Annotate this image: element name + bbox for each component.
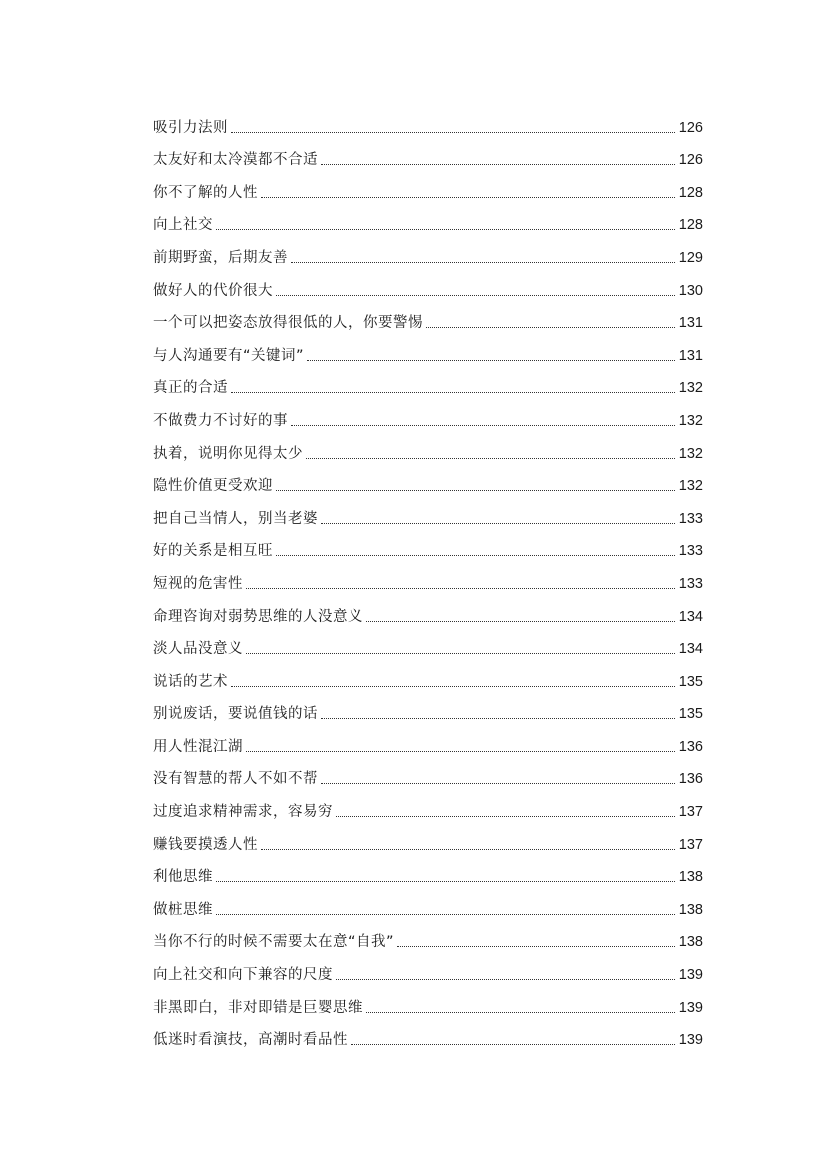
toc-entry-page-number: 137 [678,836,703,853]
toc-entry[interactable] [153,528,703,561]
toc-dot-leader [231,132,675,133]
toc-dot-leader [366,1012,675,1013]
toc-entry-title: 一个可以把姿态放得很低的人，你要警惕 [153,315,423,332]
toc-entry-title: 别说废话，要说值钱的话 [153,706,318,723]
toc-dot-leader [336,816,675,817]
toc-dot-leader [321,164,675,165]
toc-dot-leader [291,425,675,426]
toc-entry-title: 前期野蛮，后期友善 [153,249,288,266]
toc-entry-page-number: 132 [678,412,703,429]
toc-entry[interactable] [153,495,703,528]
toc-dot-leader [246,588,675,589]
toc-entry-page-number: 133 [678,543,703,560]
toc-entry-title: 利他思维 [153,869,213,886]
toc-entry[interactable] [153,104,703,137]
toc-dot-leader [246,751,675,752]
toc-entry-page-number: 128 [678,217,703,234]
toc-dot-leader [307,360,675,361]
toc-entry-page-number: 132 [678,445,703,462]
toc-entry[interactable] [153,202,703,235]
toc-entry-page-number: 133 [678,575,703,592]
toc-entry-title: 向上社交和向下兼容的尺度 [153,967,333,984]
toc-entry-title: 说话的艺术 [153,673,228,690]
toc-dot-leader [216,914,675,915]
toc-entry-page-number: 137 [678,804,703,821]
toc-entry-title: 你不了解的人性 [153,184,258,201]
toc-entry-title: 隐性价值更受欢迎 [153,478,273,495]
toc-entry-page-number: 132 [678,478,703,495]
toc-entry-title: 没有智慧的帮人不如不帮 [153,771,318,788]
toc-entry-title: 做桩思维 [153,901,213,918]
toc-entry[interactable] [153,756,703,789]
toc-entry-page-number: 130 [678,282,703,299]
toc-entry-page-number: 133 [678,510,703,527]
toc-entry[interactable] [153,951,703,984]
toc-entry-title: 不做费力不讨好的事 [153,412,288,429]
toc-entry[interactable] [153,365,703,398]
toc-dot-leader [321,523,675,524]
toc-dot-leader [366,621,675,622]
toc-entry-page-number: 138 [678,869,703,886]
toc-entry[interactable] [153,560,703,593]
toc-entry-title: 太友好和太冷漠都不合适 [153,152,318,169]
toc-entry[interactable] [153,397,703,430]
toc-dot-leader [397,946,675,947]
toc-entry-title: 赚钱要摸透人性 [153,836,258,853]
toc-entry-title: 做好人的代价很大 [153,282,273,299]
toc-entry[interactable] [153,169,703,202]
toc-entry-title: 与人沟通要有“关键词” [153,347,305,364]
toc-entry-page-number: 132 [678,380,703,397]
toc-dot-leader [306,458,675,459]
toc-dot-leader [231,686,675,687]
toc-entry[interactable] [153,267,703,300]
toc-dot-leader [321,718,675,719]
toc-entry-title: 短视的危害性 [153,575,243,592]
toc-entry-title: 非黑即白，非对即错是巨婴思维 [153,999,363,1016]
toc-entry-page-number: 139 [678,999,703,1016]
toc-dot-leader [276,490,675,491]
toc-dot-leader [231,392,675,393]
toc-dot-leader [291,262,675,263]
toc-entry[interactable] [153,430,703,463]
toc-entry-title: 执着，说明你见得太少 [153,445,303,462]
toc-entry-page-number: 136 [678,771,703,788]
toc-entry-title: 好的关系是相互旺 [153,543,273,560]
table-of-contents [153,104,703,1049]
toc-entry-title: 过度追求精神需求，容易穷 [153,804,333,821]
toc-dot-leader [276,295,675,296]
toc-entry[interactable] [153,593,703,626]
toc-dot-leader [351,1044,675,1045]
toc-entry-page-number: 138 [678,901,703,918]
toc-entry[interactable] [153,332,703,365]
toc-entry-title: 把自己当情人，别当老婆 [153,510,318,527]
toc-entry-page-number: 139 [678,967,703,984]
toc-entry-page-number: 135 [678,706,703,723]
toc-dot-leader [321,783,675,784]
toc-dot-leader [426,327,675,328]
toc-entry[interactable] [153,691,703,724]
toc-entry-page-number: 134 [678,608,703,625]
toc-entry-page-number: 131 [678,347,703,364]
toc-entry-page-number: 138 [678,934,703,951]
toc-entry[interactable] [153,234,703,267]
toc-dot-leader [216,229,675,230]
toc-entry-page-number: 129 [678,249,703,266]
toc-entry[interactable] [153,788,703,821]
toc-entry[interactable] [153,463,703,496]
toc-entry-title: 向上社交 [153,217,213,234]
toc-dot-leader [336,979,675,980]
toc-entry-title: 命理咨询对弱势思维的人没意义 [153,608,363,625]
toc-entry[interactable] [153,626,703,659]
toc-dot-leader [261,849,675,850]
toc-entry[interactable] [153,658,703,691]
toc-entry-page-number: 136 [678,738,703,755]
toc-entry-page-number: 126 [678,152,703,169]
toc-entry-title: 当你不行的时候不需要太在意“自我” [153,934,395,951]
toc-entry-title: 用人性混江湖 [153,738,243,755]
toc-entry[interactable] [153,300,703,333]
toc-entry[interactable] [153,137,703,170]
toc-entry[interactable] [153,821,703,854]
toc-entry[interactable] [153,919,703,952]
toc-entry[interactable] [153,1017,703,1050]
toc-entry-title: 吸引力法则 [153,119,228,136]
toc-dot-leader [216,881,675,882]
toc-entry-title: 低迷时看演技，高潮时看品性 [153,1032,348,1049]
toc-entry[interactable] [153,984,703,1017]
toc-dot-leader [276,555,675,556]
toc-entry[interactable] [153,886,703,919]
toc-dot-leader [246,653,675,654]
toc-entry-page-number: 134 [678,641,703,658]
toc-entry-title: 淡人品没意义 [153,641,243,658]
toc-entry[interactable] [153,854,703,887]
toc-dot-leader [261,197,675,198]
toc-entry[interactable] [153,723,703,756]
toc-entry-page-number: 128 [678,184,703,201]
toc-entry-page-number: 139 [678,1032,703,1049]
toc-entry-page-number: 131 [678,315,703,332]
toc-entry-page-number: 126 [678,119,703,136]
toc-entry-page-number: 135 [678,673,703,690]
toc-entry-title: 真正的合适 [153,380,228,397]
